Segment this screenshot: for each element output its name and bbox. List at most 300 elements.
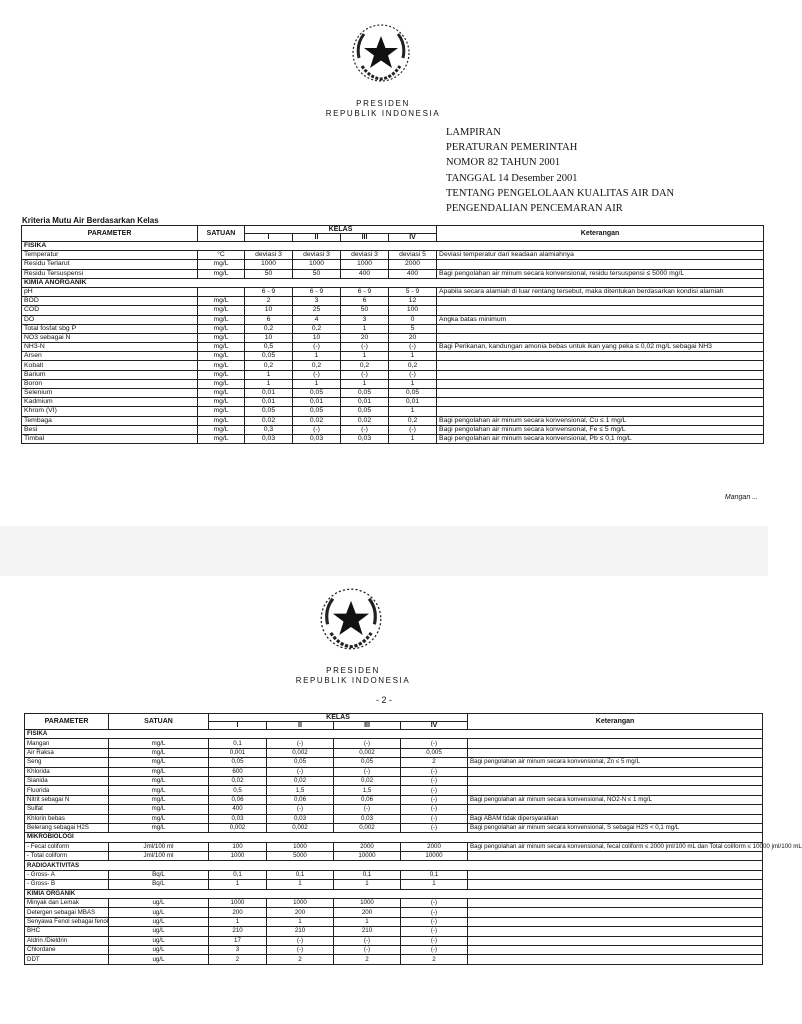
table-row xyxy=(22,361,764,370)
keterangan-cell xyxy=(468,767,763,776)
kelas-3-cell: 3 xyxy=(341,315,389,324)
unit-cell: mg/L xyxy=(198,269,245,278)
unit-cell: Bq/L xyxy=(109,880,209,889)
kelas-3-cell: (-) xyxy=(334,767,401,776)
col-kelas-2: II xyxy=(293,234,341,242)
garuda-star-emblem-icon xyxy=(318,586,384,652)
kelas-1-cell: 1 xyxy=(209,917,267,926)
kelas-4-cell: 1 xyxy=(401,880,468,889)
table-row xyxy=(22,251,764,260)
president-title: PRESIDEN REPUBLIK INDONESIA xyxy=(295,666,411,685)
parameter-cell: Senyawa Fenol sebagai fenol xyxy=(25,917,109,926)
kelas-2-cell: 0,2 xyxy=(293,361,341,370)
kelas-1-cell: 0,03 xyxy=(245,434,293,443)
parameter-cell: Sianida xyxy=(25,776,109,785)
kelas-1-cell: 17 xyxy=(209,936,267,945)
parameter-cell: Seng xyxy=(25,758,109,767)
kelas-4-cell: (-) xyxy=(401,823,468,832)
parameter-cell: Temperatur xyxy=(22,251,198,260)
unit-cell: mg/L xyxy=(109,814,209,823)
table-row xyxy=(25,870,763,879)
kelas-3-cell: 0,06 xyxy=(334,795,401,804)
parameter-cell: Sulfat xyxy=(25,805,109,814)
keterangan-cell: Bagi pengolahan air minum secara konvensional, Pb ≤ 0,1 mg/L xyxy=(437,434,764,443)
keterangan-cell xyxy=(468,870,763,879)
col-satuan: SATUAN xyxy=(198,226,245,242)
water-quality-table-page-1 xyxy=(21,225,764,444)
keterangan-cell xyxy=(468,945,763,954)
table-row xyxy=(25,814,763,823)
kelas-4-cell: 1 xyxy=(389,352,437,361)
page-1 xyxy=(0,0,768,526)
kelas-3-cell: (-) xyxy=(341,343,389,352)
parameter-cell: Khrom (VI) xyxy=(22,407,198,416)
kelas-1-cell: 1000 xyxy=(245,260,293,269)
unit-cell: mg/L xyxy=(198,306,245,315)
unit-cell: ug/L xyxy=(109,917,209,926)
unit-cell: mg/L xyxy=(198,361,245,370)
garuda-star-emblem-icon xyxy=(350,22,412,84)
kelas-4-cell: 1 xyxy=(389,407,437,416)
kelas-1-cell: 1000 xyxy=(209,852,267,861)
unit-cell: ug/L xyxy=(109,908,209,917)
kelas-3-cell: 0,02 xyxy=(341,416,389,425)
keterangan-cell xyxy=(468,880,763,889)
section-header-row xyxy=(25,889,763,898)
kelas-3-cell: 0,05 xyxy=(334,758,401,767)
unit-cell: mg/L xyxy=(198,333,245,342)
keterangan-cell: Bagi pengolahan air minum secara konvensional, Cu ≤ 1 mg/L xyxy=(437,416,764,425)
kelas-4-cell: 2 xyxy=(401,758,468,767)
kelas-2-cell: 1 xyxy=(293,352,341,361)
table-row xyxy=(25,748,763,757)
section-title: FISIKA xyxy=(25,730,763,739)
kelas-3-cell: 400 xyxy=(341,269,389,278)
kelas-4-cell: (-) xyxy=(401,899,468,908)
parameter-cell: - Fecal coliform xyxy=(25,842,109,851)
kelas-4-cell: (-) xyxy=(401,805,468,814)
parameter-cell: Aldrin /Dieldrin xyxy=(25,936,109,945)
table-row xyxy=(22,343,764,352)
kelas-3-cell: deviasi 3 xyxy=(341,251,389,260)
parameter-cell: Timbal xyxy=(22,434,198,443)
kelas-2-cell: (-) xyxy=(267,767,334,776)
keterangan-cell xyxy=(437,324,764,333)
kelas-3-cell: 1 xyxy=(341,324,389,333)
unit-cell: mg/L xyxy=(198,315,245,324)
kelas-1-cell: 0,2 xyxy=(245,324,293,333)
kelas-2-cell: (-) xyxy=(267,805,334,814)
kelas-2-cell: (-) xyxy=(293,343,341,352)
kelas-1-cell: 3 xyxy=(209,945,267,954)
unit-cell: mg/L xyxy=(198,425,245,434)
col-parameter: PARAMETER xyxy=(25,714,109,730)
unit-cell: mg/L xyxy=(109,739,209,748)
kelas-3-cell: 0,05 xyxy=(341,407,389,416)
kelas-4-cell: 0,2 xyxy=(389,361,437,370)
kelas-3-cell: 0,02 xyxy=(334,776,401,785)
kelas-1-cell: 0,001 xyxy=(209,748,267,757)
kelas-1-cell: 10 xyxy=(245,333,293,342)
parameter-cell: DO xyxy=(22,315,198,324)
unit-cell: Jml/100 ml xyxy=(109,852,209,861)
keterangan-cell xyxy=(437,407,764,416)
page-number: - 2 - xyxy=(375,695,392,705)
parameter-cell: pH xyxy=(22,287,198,296)
kelas-2-cell: 1 xyxy=(293,379,341,388)
kelas-4-cell: 2 xyxy=(401,955,468,964)
keterangan-cell xyxy=(468,927,763,936)
kelas-2-cell: 0,01 xyxy=(293,398,341,407)
table-row xyxy=(25,908,763,917)
table-row xyxy=(22,379,764,388)
kelas-2-cell: 2 xyxy=(267,955,334,964)
kelas-3-cell: 1 xyxy=(334,880,401,889)
table-row xyxy=(22,315,764,324)
parameter-cell: Nitrit sebagai N xyxy=(25,795,109,804)
parameter-cell: NO3 sebagai N xyxy=(22,333,198,342)
kelas-3-cell: (-) xyxy=(341,425,389,434)
section-header-row xyxy=(25,730,763,739)
kelas-1-cell: 0,2 xyxy=(245,361,293,370)
table-row xyxy=(25,955,763,964)
kelas-4-cell: 0,1 xyxy=(401,870,468,879)
col-kelas-4: IV xyxy=(389,234,437,242)
unit-cell: Bq/L xyxy=(109,870,209,879)
table-body xyxy=(22,242,764,444)
keterangan-cell xyxy=(468,852,763,861)
kelas-3-cell: (-) xyxy=(334,936,401,945)
col-parameter: PARAMETER xyxy=(22,226,198,242)
kelas-3-cell: 0,2 xyxy=(341,361,389,370)
section-title: KIMIA ORGANIK xyxy=(25,889,763,898)
kelas-4-cell: (-) xyxy=(401,767,468,776)
keterangan-cell xyxy=(468,936,763,945)
unit-cell: mg/L xyxy=(109,805,209,814)
col-kelas-1: I xyxy=(209,722,267,730)
kelas-4-cell: (-) xyxy=(401,739,468,748)
kelas-4-cell: deviasi 5 xyxy=(389,251,437,260)
table-row xyxy=(25,899,763,908)
kelas-3-cell: 0,03 xyxy=(334,814,401,823)
parameter-cell: Fluorida xyxy=(25,786,109,795)
kelas-2-cell: 6 - 9 xyxy=(293,287,341,296)
kelas-2-cell: 4 xyxy=(293,315,341,324)
kelas-2-cell: 0,002 xyxy=(267,748,334,757)
kelas-4-cell: 1 xyxy=(389,379,437,388)
table-row xyxy=(25,823,763,832)
table-row xyxy=(25,805,763,814)
keterangan-cell xyxy=(437,379,764,388)
unit-cell: ug/L xyxy=(109,927,209,936)
section-title: RADIOAKTIVITAS xyxy=(25,861,763,870)
parameter-cell: Khlorin bebas xyxy=(25,814,109,823)
kelas-4-cell: (-) xyxy=(401,814,468,823)
keterangan-cell xyxy=(437,333,764,342)
unit-cell: ug/L xyxy=(109,899,209,908)
section-header-row xyxy=(22,278,764,287)
kelas-3-cell: 0,05 xyxy=(341,389,389,398)
kelas-4-cell: (-) xyxy=(389,370,437,379)
unit-cell: Jml/100 ml xyxy=(109,842,209,851)
kelas-2-cell: 200 xyxy=(267,908,334,917)
kelas-3-cell: (-) xyxy=(341,370,389,379)
table-row xyxy=(22,425,764,434)
unit-cell: ug/L xyxy=(109,945,209,954)
section-header-row xyxy=(25,861,763,870)
kelas-2-cell: 0,05 xyxy=(267,758,334,767)
col-keterangan: Keterangan xyxy=(437,226,764,242)
parameter-cell: Total fosfat sbg P xyxy=(22,324,198,333)
unit-cell: mg/L xyxy=(198,324,245,333)
table-row xyxy=(25,880,763,889)
unit-cell: mg/L xyxy=(198,343,245,352)
keterangan-cell xyxy=(468,917,763,926)
table-row xyxy=(25,758,763,767)
kelas-1-cell: 10 xyxy=(245,306,293,315)
kelas-2-cell: 10 xyxy=(293,333,341,342)
unit-cell xyxy=(198,287,245,296)
kelas-1-cell: 0,05 xyxy=(245,352,293,361)
kelas-3-cell: 1000 xyxy=(341,260,389,269)
kelas-4-cell: 0 xyxy=(389,315,437,324)
kelas-1-cell: 0,5 xyxy=(209,786,267,795)
unit-cell: mg/L xyxy=(109,823,209,832)
unit-cell: mg/L xyxy=(109,795,209,804)
president-title: PRESIDEN REPUBLIK INDONESIA xyxy=(325,99,441,118)
kelas-1-cell: 400 xyxy=(209,805,267,814)
keterangan-cell: Bagi pengolahan air minum secara konvensional, NO2-N ≤ 1 mg/L xyxy=(468,795,763,804)
keterangan-cell xyxy=(437,389,764,398)
parameter-cell: Belerang sebagai H2S xyxy=(25,823,109,832)
unit-cell: mg/L xyxy=(109,767,209,776)
kelas-4-cell: 20 xyxy=(389,333,437,342)
kelas-3-cell: 0,1 xyxy=(334,870,401,879)
kelas-3-cell: 2000 xyxy=(334,842,401,851)
table-row xyxy=(22,269,764,278)
kelas-4-cell: 5 xyxy=(389,324,437,333)
kelas-2-cell: 1000 xyxy=(267,899,334,908)
unit-cell: mg/L xyxy=(198,416,245,425)
kelas-1-cell: 0,02 xyxy=(245,416,293,425)
parameter-cell: Kadmium xyxy=(22,398,198,407)
kelas-1-cell: 210 xyxy=(209,927,267,936)
kelas-3-cell: 50 xyxy=(341,306,389,315)
kelas-2-cell: (-) xyxy=(293,425,341,434)
section-header-row xyxy=(22,242,764,251)
parameter-cell: BHC xyxy=(25,927,109,936)
kelas-3-cell: 0,002 xyxy=(334,748,401,757)
parameter-cell: - Gross- A xyxy=(25,870,109,879)
kelas-1-cell: 0,01 xyxy=(245,389,293,398)
keterangan-cell xyxy=(437,352,764,361)
kelas-3-cell: 10000 xyxy=(334,852,401,861)
kelas-3-cell: 6 xyxy=(341,297,389,306)
table-row xyxy=(25,842,763,851)
kelas-1-cell: 0,5 xyxy=(245,343,293,352)
kelas-3-cell: 1000 xyxy=(334,899,401,908)
keterangan-cell: Bagi pengolahan air minum secara konvensional, residu tersuspensi ≤ 5000 mg/L xyxy=(437,269,764,278)
kelas-3-cell: 1 xyxy=(334,917,401,926)
keterangan-cell xyxy=(468,776,763,785)
kelas-1-cell: 0,002 xyxy=(209,823,267,832)
section-title: KIMIA ANORGANIK xyxy=(22,278,764,287)
unit-cell: mg/L xyxy=(109,748,209,757)
unit-cell: mg/L xyxy=(198,297,245,306)
kelas-4-cell: (-) xyxy=(389,343,437,352)
kelas-4-cell: 0,2 xyxy=(389,416,437,425)
kelas-2-cell: 50 xyxy=(293,269,341,278)
col-keterangan: Keterangan xyxy=(468,714,763,730)
parameter-cell: Besi xyxy=(22,425,198,434)
col-kelas: KELAS xyxy=(209,714,468,722)
kelas-4-cell: 12 xyxy=(389,297,437,306)
kelas-3-cell: 0,002 xyxy=(334,823,401,832)
kelas-2-cell: 1 xyxy=(267,880,334,889)
table-row xyxy=(25,917,763,926)
kelas-3-cell: 200 xyxy=(334,908,401,917)
kelas-1-cell: 0,03 xyxy=(209,814,267,823)
unit-cell: mg/L xyxy=(109,758,209,767)
kelas-2-cell: 0,06 xyxy=(267,795,334,804)
kelas-4-cell: (-) xyxy=(401,786,468,795)
kelas-4-cell: (-) xyxy=(401,795,468,804)
table-row xyxy=(25,739,763,748)
kelas-2-cell: 0,03 xyxy=(267,814,334,823)
keterangan-cell xyxy=(437,297,764,306)
kelas-2-cell: 0,05 xyxy=(293,389,341,398)
kelas-2-cell: 1,5 xyxy=(267,786,334,795)
continuation-note: Mangan ... xyxy=(724,494,758,501)
kelas-4-cell: (-) xyxy=(401,776,468,785)
col-satuan: SATUAN xyxy=(109,714,209,730)
unit-cell: mg/L xyxy=(198,352,245,361)
table-row xyxy=(25,852,763,861)
kelas-1-cell: deviasi 3 xyxy=(245,251,293,260)
section-title: FISIKA xyxy=(22,242,764,251)
table-row xyxy=(22,297,764,306)
table-title: Kriteria Mutu Air Berdasarkan Kelas xyxy=(22,216,159,225)
kelas-3-cell: 6 - 9 xyxy=(341,287,389,296)
keterangan-cell xyxy=(437,370,764,379)
kelas-2-cell: 1000 xyxy=(267,842,334,851)
col-kelas-1: I xyxy=(245,234,293,242)
parameter-cell: - Total coliform xyxy=(25,852,109,861)
parameter-cell: Barium xyxy=(22,370,198,379)
parameter-cell: Air Raksa xyxy=(25,748,109,757)
table-row xyxy=(25,945,763,954)
unit-cell: mg/L xyxy=(198,434,245,443)
kelas-1-cell: 0,02 xyxy=(209,776,267,785)
kelas-2-cell: 3 xyxy=(293,297,341,306)
table-row xyxy=(25,795,763,804)
kelas-4-cell: 0,05 xyxy=(389,389,437,398)
table-row xyxy=(25,786,763,795)
kelas-1-cell: 6 - 9 xyxy=(245,287,293,296)
keterangan-cell xyxy=(437,361,764,370)
table-row xyxy=(22,407,764,416)
keterangan-cell xyxy=(468,908,763,917)
kelas-2-cell: 0,02 xyxy=(293,416,341,425)
page-separator xyxy=(0,526,768,576)
keterangan-cell: Bagi pengolahan air minum secara konvensional, Zn ≤ 5 mg/L xyxy=(468,758,763,767)
kelas-2-cell: (-) xyxy=(267,945,334,954)
kelas-2-cell: 1 xyxy=(267,917,334,926)
parameter-cell: Chlordane xyxy=(25,945,109,954)
kelas-1-cell: 50 xyxy=(245,269,293,278)
kelas-3-cell: 1 xyxy=(341,379,389,388)
table-body xyxy=(25,730,802,965)
table-row xyxy=(22,260,764,269)
kelas-3-cell: 2 xyxy=(334,955,401,964)
kelas-1-cell: 6 xyxy=(245,315,293,324)
kelas-1-cell: 1 xyxy=(245,370,293,379)
section-title: MIKROBIOLOGI xyxy=(25,833,763,842)
unit-cell: ug/L xyxy=(109,955,209,964)
table-row xyxy=(25,776,763,785)
kelas-2-cell: 0,1 xyxy=(267,870,334,879)
col-kelas-4: IV xyxy=(401,722,468,730)
kelas-4-cell: (-) xyxy=(401,945,468,954)
kelas-2-cell: 1000 xyxy=(293,260,341,269)
parameter-cell: DDT xyxy=(25,955,109,964)
kelas-4-cell: 100 xyxy=(389,306,437,315)
col-kelas-3: III xyxy=(334,722,401,730)
kelas-1-cell: 0,01 xyxy=(245,398,293,407)
kelas-2-cell: deviasi 3 xyxy=(293,251,341,260)
unit-cell: mg/L xyxy=(198,370,245,379)
table-row xyxy=(25,936,763,945)
parameter-cell: Arsen xyxy=(22,352,198,361)
kelas-2-cell: (-) xyxy=(293,370,341,379)
kelas-4-cell: (-) xyxy=(401,936,468,945)
unit-cell: °C xyxy=(198,251,245,260)
kelas-2-cell: 0,002 xyxy=(267,823,334,832)
kelas-3-cell: 0,01 xyxy=(341,398,389,407)
water-quality-table-page-2 xyxy=(24,713,802,965)
kelas-3-cell: 1 xyxy=(341,352,389,361)
kelas-4-cell: 0,005 xyxy=(401,748,468,757)
parameter-cell: COD xyxy=(22,306,198,315)
keterangan-cell xyxy=(468,899,763,908)
table-row xyxy=(22,287,764,296)
table-row xyxy=(22,416,764,425)
kelas-3-cell: 1,5 xyxy=(334,786,401,795)
kelas-2-cell: 0,2 xyxy=(293,324,341,333)
kelas-4-cell: (-) xyxy=(401,917,468,926)
kelas-3-cell: 20 xyxy=(341,333,389,342)
table-row xyxy=(22,306,764,315)
kelas-1-cell: 0,05 xyxy=(245,407,293,416)
col-kelas: KELAS xyxy=(245,226,437,234)
kelas-1-cell: 2 xyxy=(245,297,293,306)
kelas-2-cell: 25 xyxy=(293,306,341,315)
table-row xyxy=(25,767,763,776)
keterangan-cell: Bagi pengolahan air minum secara konvensional, S sebagai H2S < 0,1 mg/L xyxy=(468,823,763,832)
keterangan-cell xyxy=(468,739,763,748)
kelas-1-cell: 600 xyxy=(209,767,267,776)
kelas-1-cell: 0,1 xyxy=(209,739,267,748)
parameter-cell: Selenium xyxy=(22,389,198,398)
kelas-4-cell: (-) xyxy=(401,908,468,917)
kelas-1-cell: 1 xyxy=(245,379,293,388)
kelas-2-cell: 0,03 xyxy=(293,434,341,443)
kelas-2-cell: (-) xyxy=(267,739,334,748)
kelas-2-cell: 0,02 xyxy=(267,776,334,785)
parameter-cell: NH3-N xyxy=(22,343,198,352)
kelas-2-cell: 5000 xyxy=(267,852,334,861)
kelas-1-cell: 0,3 xyxy=(245,425,293,434)
